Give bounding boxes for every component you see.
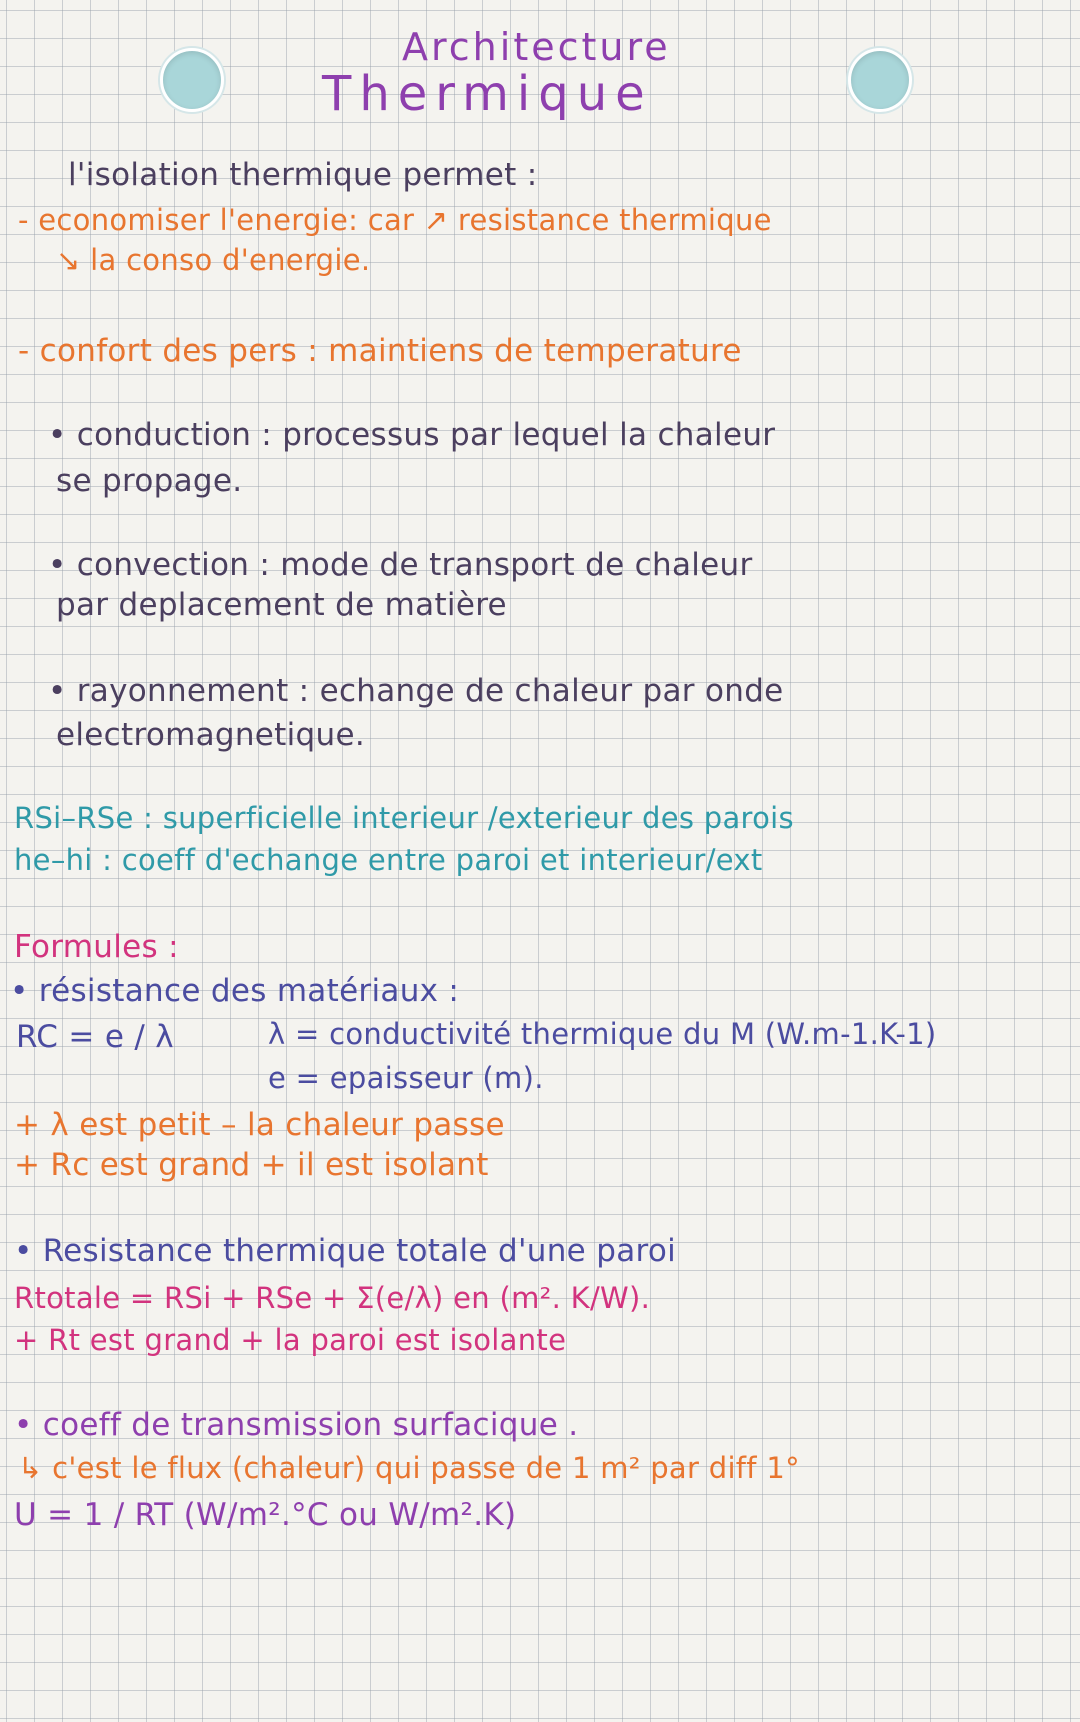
intro-item-1-line-1: - economiser l'energie: car ↗ resistance thermique (18, 203, 772, 237)
rayonnement-line-2: electromagnetique. (56, 717, 365, 753)
lambda-note: + λ est petit – la chaleur passe (14, 1107, 505, 1143)
rc-formula: RC = e / λ (16, 1019, 174, 1055)
u-heading: • coeff de transmission surfacique . (14, 1407, 579, 1443)
binder-hole-left-icon (160, 48, 224, 112)
intro-item-2: - confort des pers : maintiens de temperature (18, 333, 742, 369)
convection-line-2: par deplacement de matière (56, 587, 507, 623)
lambda-definition: λ = conductivité thermique du M (W.m-1.K-1) (268, 1017, 937, 1051)
resistance-heading: • résistance des matériaux : (10, 973, 460, 1009)
rsi-rse-definition: RSi–RSe : superficielle interieur /exterieur des parois (14, 801, 794, 835)
conduction-line-1: • conduction : processus par lequel la chaleur (48, 417, 776, 453)
rc-note: + Rc est grand + il est isolant (14, 1147, 489, 1183)
e-definition: e = epaisseur (m). (268, 1061, 544, 1095)
conduction-line-2: se propage. (56, 463, 243, 499)
rt-note: + Rt est grand + la paroi est isolante (14, 1323, 567, 1357)
he-hi-definition: he–hi : coeff d'echange entre paroi et interieur/ext (14, 843, 763, 877)
u-formula: U = 1 / RT (W/m².°C ou W/m².K) (14, 1497, 517, 1533)
formules-heading: Formules : (14, 929, 179, 965)
intro-heading: l'isolation thermique permet : (68, 157, 538, 193)
convection-line-1: • convection : mode de transport de chaleur (48, 547, 753, 583)
rt-heading: • Resistance thermique totale d'une paroi (14, 1233, 677, 1269)
title-line-2: Thermique (322, 66, 653, 122)
u-description: ↳ c'est le flux (chaleur) qui passe de 1 m² par diff 1° (18, 1451, 800, 1485)
binder-hole-right-icon (848, 48, 912, 112)
rt-formula: Rtotale = RSi + RSe + Σ(e/λ) en (m². K/W). (14, 1281, 651, 1315)
intro-item-1-line-2: ↘ la conso d'energie. (56, 243, 371, 277)
title-line-1: Architecture (402, 25, 671, 69)
rayonnement-line-1: • rayonnement : echange de chaleur par onde (48, 673, 784, 709)
